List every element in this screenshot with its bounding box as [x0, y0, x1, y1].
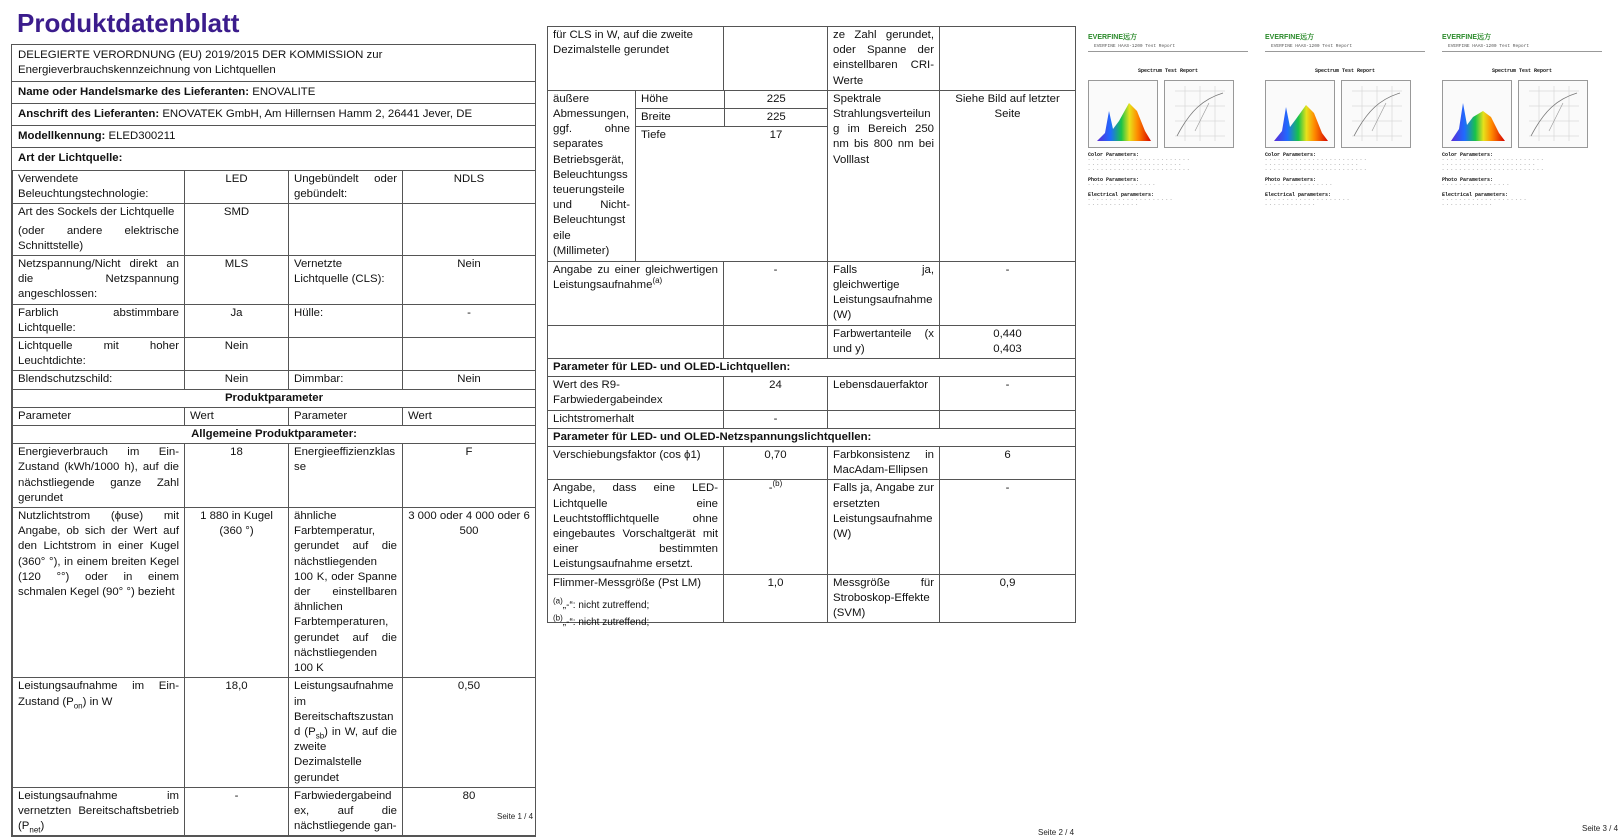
table-row: [13, 171, 536, 204]
cri-label: Farbwiedergabeindex, auf die nächstliegende gan-: [289, 787, 403, 836]
column-header-parameter: Parameter: [13, 407, 185, 425]
chromaticity-value: 0,440 0,403: [940, 325, 1076, 358]
empty-cell: [940, 27, 1076, 91]
supplier-row: [12, 82, 535, 104]
table-row: [548, 377, 1076, 410]
empty-cell: [548, 325, 724, 358]
empty-cell: [724, 325, 828, 358]
svm-label: Messgröße für Stroboskop-Effekte (SVM): [828, 574, 940, 623]
cls-label: Vernetzte Lichtquelle (CLS):: [289, 256, 403, 305]
brand-logo: EVERFINE远方: [1442, 34, 1492, 41]
product-table: [12, 170, 536, 836]
lumen-maintenance-label: Lichtstromerhalt: [548, 410, 724, 428]
luminance-value: Nein: [185, 338, 289, 371]
address-value: ENOVATEK GmbH, Am Hillernsen Hamm 2, 26441 Jever, DE: [162, 108, 473, 120]
spectrum-report: EVERFINE远方 EVERFINE HAAS-1200 Test Report Spectrum Test Report Color Parameters: - - - - - - - - - - - - - - - - - - - - - - - - - - - - - - - - - - - - - - - - - - - - - - - - - - - - - - - - - - - - - - - - - - - - - - Photo Parameters: - - - - - - - - - - - - - - - - Electrical parameters: - - - - - - - - - - - - - - - - - - - - - - - - - - - - - - - -: [1088, 26, 1248, 286]
equivalent-power-w-value: -: [940, 261, 1076, 325]
hull-value: -: [403, 304, 536, 337]
model-label: Modellkennung:: [18, 130, 106, 142]
table-row: [13, 256, 536, 305]
table-row: [13, 204, 536, 256]
table-row: [548, 447, 1076, 480]
glare-label: Blendschutzschild:: [13, 371, 185, 389]
pon-label: Leistungsaufnahme im Ein-Zustand $(P_{on})$ in W: [13, 678, 185, 787]
general-parameters-heading: Allgemeine Produktparameter:: [13, 426, 536, 444]
dimensions-label: äußere Abmessungen, ggf. ohne separates Betriebsgerät, Beleuchtungssteuerungsteile und Nicht-Beleuchtungsteile (Millimeter): [548, 90, 636, 261]
test-report-page: [1082, 0, 1622, 836]
spectrum-graphs: [1265, 80, 1425, 148]
equivalent-power-value: -: [724, 261, 828, 325]
macadam-label: Farbkonsistenz in MacAdam-Ellipsen: [828, 447, 940, 480]
energy-class-label: Energieeffizienzklasse: [289, 444, 403, 508]
column-header-value: Wert: [185, 407, 289, 425]
r9-label: Wert des R9-Farbwiedergabeindex: [548, 377, 724, 410]
report-header: EVERFINE HAAS-1200 Test Report: [1271, 44, 1353, 49]
flicker-label: Flimmer-Messgröße (Pst LM): [548, 574, 724, 623]
spectrum-graph: [1265, 80, 1335, 148]
column-header-value: Wert: [403, 407, 536, 425]
empty-cell: [289, 338, 403, 371]
table-row: [548, 90, 1076, 261]
product-table-continued: [547, 26, 1076, 623]
empty-cell: [289, 204, 403, 256]
cie-graph: [1341, 80, 1411, 148]
socket-label: Art des Sockels der Lichtquelle (oder andere elektrische Schnittstelle): [13, 204, 185, 256]
energy-value: 18: [185, 444, 289, 508]
spectrum-graph: [1442, 80, 1512, 148]
report-header: EVERFINE HAAS-1200 Test Report: [1448, 44, 1530, 49]
mains-parameters-heading: Parameter für LED- und OLED-Netzspannungslichtquellen:: [548, 428, 1076, 446]
retrofit-value: -$^{(b)}$: [724, 480, 828, 574]
spectrum-graph: [1088, 80, 1158, 148]
tech-label: Verwendete Beleuchtungstechnologie:: [13, 171, 185, 204]
table-row: [548, 325, 1076, 358]
page-number: Seite 1 / 4: [497, 812, 534, 821]
table-row: [13, 508, 536, 678]
displacement-factor-value: 0,70: [724, 447, 828, 480]
model-row: [12, 126, 535, 148]
pon-value: 18,0: [185, 678, 289, 787]
cls-value: Nein: [403, 256, 536, 305]
empty-cell: [828, 410, 940, 428]
macadam-value: 6: [940, 447, 1076, 480]
retrofit-power-value: -: [940, 480, 1076, 574]
footnote-a: $^{(a)}$„-“: nicht zutreffend;: [553, 596, 650, 611]
color-parameters-heading: Color Parameters:: [1265, 152, 1317, 158]
report-header: EVERFINE HAAS-1200 Test Report: [1094, 44, 1176, 49]
table-row: [13, 678, 536, 787]
datasheet-table-page-1: [11, 44, 536, 837]
empty-cell: [724, 27, 828, 91]
color-tunable-value: Ja: [185, 304, 289, 337]
socket-value: SMD: [185, 204, 289, 256]
equivalent-power-label: Angabe zu einer gleichwertigen Leistungsaufnahme$^{(a)}$: [548, 261, 724, 325]
type-heading: Art der Lichtquelle:: [18, 152, 123, 164]
mains-value: MLS: [185, 256, 289, 305]
address-label: Anschrift des Lieferanten:: [18, 108, 160, 120]
height-label: Höhe: [636, 91, 724, 109]
cie-graph: [1164, 80, 1234, 148]
empty-cell: [403, 204, 536, 256]
psb-value: 0,50: [403, 678, 536, 787]
equivalent-power-w-label: Falls ja, gleichwertige Leistungsaufnahme (W): [828, 261, 940, 325]
color-tunable-label: Farblich abstimmbare Lichtquelle:: [13, 304, 185, 337]
spectrum-label: Spektrale Strahlungsverteilung im Bereich 250 nm bis 800 nm bei Volllast: [828, 90, 940, 261]
bundled-label: Ungebündelt oder gebündelt:: [289, 171, 403, 204]
spectrum-graphs: [1442, 80, 1602, 148]
table-row: [13, 304, 536, 337]
table-row: [548, 27, 1076, 91]
datasheet-page-1: [0, 0, 540, 836]
mains-label: Netzspannung/Nicht direkt an die Netzspannung angeschlossen:: [13, 256, 185, 305]
cls-power-continued: für CLS in W, auf die zweite Dezimalstelle gerundet: [548, 27, 724, 91]
lifetime-value: -: [940, 377, 1076, 410]
spectrum-report: EVERFINE远方 EVERFINE HAAS-1200 Test Report Spectrum Test Report Color Parameters: - - - - - - - - - - - - - - - - - - - - - - - - - - - - - - - - - - - - - - - - - - - - - - - - - - - - - - - - - - - - - - - - - - - - - - Photo Parameters: - - - - - - - - - - - - - - - - Electrical parameters: - - - - - - - - - - - - - - - - - - - - - - - - - - - - - - - -: [1442, 26, 1602, 286]
dimmable-value: Nein: [403, 371, 536, 389]
supplier-label: Name oder Handelsmarke des Lieferanten:: [18, 86, 250, 98]
supplier-value: ENOVALITE: [252, 86, 316, 98]
svm-value: 0,9: [940, 574, 1076, 623]
table-header-row: [13, 407, 536, 425]
glare-value: Nein: [185, 371, 289, 389]
energy-class-value: F: [403, 444, 536, 508]
electrical-parameters-heading: Electrical parameters:: [1265, 192, 1332, 198]
report-title: Spectrum Test Report: [1491, 68, 1552, 74]
flux-label: Nutzlichtstrom (ϕuse) mit Angabe, ob sich der Wert auf den Lichtstrom in einer Kugel (360° °), in einem breiten Kegel (120 °°) oder in einem schmalen Kegel (90° °) bezieht: [13, 508, 185, 678]
energy-label: Energieverbrauch im Ein-Zustand (kWh/1000 h), auf die nächstliegende ganze Zahl gerundet: [13, 444, 185, 508]
spectrum-report: EVERFINE远方 EVERFINE HAAS-1200 Test Report Spectrum Test Report Color Parameters: - - - - - - - - - - - - - - - - - - - - - - - - - - - - - - - - - - - - - - - - - - - - - - - - - - - - - - - - - - - - - - - - - - - - - - Photo Parameters: - - - - - - - - - - - - - - - - Electrical parameters: - - - - - - - - - - - - - - - - - - - - - - - - - - - - - - - -: [1265, 26, 1425, 286]
pnet-label: Leistungsaufnahme im vernetzten Bereitschaftsbetrieb $(P_{net})$: [13, 787, 185, 836]
retrofit-power-label: Falls ja, Angabe zur ersetzten Leistungsaufnahme (W): [828, 480, 940, 574]
retrofit-label: Angabe, dass eine LED-Lichtquelle eine Leuchtstofflichtquelle ohne eingebautes Vorschaltgerät mit einer bestimmten Leistungsaufnahme ersetzt.: [548, 480, 724, 574]
column-header-parameter: Parameter: [289, 407, 403, 425]
table-row: [548, 480, 1076, 574]
r9-value: 24: [724, 377, 828, 410]
cct-label: ähnliche Farbtemperatur, gerundet auf die nächstliegenden 100 K, oder Spanne der einstellbaren ähnlichen Farbtemperaturen, gerundet auf die nächstliegenden 100 K: [289, 508, 403, 678]
electrical-parameters-heading: Electrical parameters:: [1088, 192, 1155, 198]
table-row: [13, 371, 536, 389]
table-row: [13, 787, 536, 836]
empty-cell: [403, 338, 536, 371]
table-row: [13, 426, 536, 444]
psb-label: Leistungsaufnahme im Bereitschaftszustand $(P_{sb})$ in W, auf die zweite Dezimalstelle gerundet: [289, 678, 403, 787]
dimensions-values: [636, 90, 828, 261]
spectrum-graphs: [1088, 80, 1248, 148]
cie-graph: [1518, 80, 1588, 148]
photo-parameters-heading: Photo Parameters:: [1442, 177, 1494, 183]
pnet-value: -: [185, 787, 289, 836]
luminance-label: Lichtquelle mit hoher Leuchtdichte:: [13, 338, 185, 371]
flicker-value: 1,0: [724, 574, 828, 623]
color-parameters-heading: Color Parameters:: [1442, 152, 1494, 158]
cct-value: 3 000 oder 4 000 oder 6 500: [403, 508, 536, 678]
cri-value: 80: [403, 787, 536, 836]
regulation-text: DELEGIERTE VERORDNUNG (EU) 2019/2015 DER KOMMISSION zur Energieverbrauchskennzeichnung von Lichtquellen: [12, 45, 535, 82]
table-row: [548, 261, 1076, 325]
width-value: 225: [724, 109, 828, 127]
page-number: Seite 2 / 4: [1038, 828, 1075, 837]
brand-logo: EVERFINE远方: [1265, 34, 1315, 41]
color-parameters-heading: Color Parameters:: [1088, 152, 1140, 158]
datasheet-page-2: [547, 0, 1077, 836]
empty-cell: [940, 410, 1076, 428]
height-value: 225: [724, 91, 828, 109]
table-row: [13, 444, 536, 508]
product-parameters-heading: Produktparameter: [13, 389, 536, 407]
table-row: [548, 359, 1076, 377]
led-parameters-heading: Parameter für LED- und OLED-Lichtquellen:: [548, 359, 1076, 377]
table-row: [13, 389, 536, 407]
report-title: Spectrum Test Report: [1314, 68, 1375, 74]
depth-label: Tiefe: [641, 129, 666, 142]
cri-continued: ze Zahl gerundet, oder Spanne der einstellbaren CRI-Werte: [828, 27, 940, 91]
table-row: [13, 338, 536, 371]
page-title: Produktdatenblatt: [17, 8, 240, 38]
report-title: Spectrum Test Report: [1137, 68, 1198, 74]
footnote-b: $^{(b)}$„-“: nicht zutreffend;: [553, 613, 650, 628]
chromaticity-label: Farbwertanteile (x und y): [828, 325, 940, 358]
footnotes: [553, 597, 649, 631]
dimmable-label: Dimmbar:: [289, 371, 403, 389]
bundled-value: NDLS: [403, 171, 536, 204]
page-number: Seite 3 / 4: [1582, 824, 1619, 833]
displacement-factor-label: Verschiebungsfaktor (cos ϕ1): [548, 447, 724, 480]
depth-value: 17: [769, 129, 783, 142]
electrical-parameters-heading: Electrical parameters:: [1442, 192, 1509, 198]
spectrum-value: Siehe Bild auf letzter Seite: [940, 90, 1076, 261]
brand-logo: EVERFINE远方: [1088, 34, 1138, 41]
width-label: Breite: [636, 109, 724, 127]
hull-label: Hülle:: [289, 304, 403, 337]
photo-parameters-heading: Photo Parameters:: [1088, 177, 1140, 183]
table-row: [548, 410, 1076, 428]
tech-value: LED: [185, 171, 289, 204]
lumen-maintenance-value: -: [724, 410, 828, 428]
flux-value: 1 880 in Kugel (360 °): [185, 508, 289, 678]
model-value: ELED300211: [108, 130, 176, 142]
lifetime-label: Lebensdauerfaktor: [828, 377, 940, 410]
address-row: [12, 104, 535, 126]
table-row: [548, 428, 1076, 446]
photo-parameters-heading: Photo Parameters:: [1265, 177, 1317, 183]
